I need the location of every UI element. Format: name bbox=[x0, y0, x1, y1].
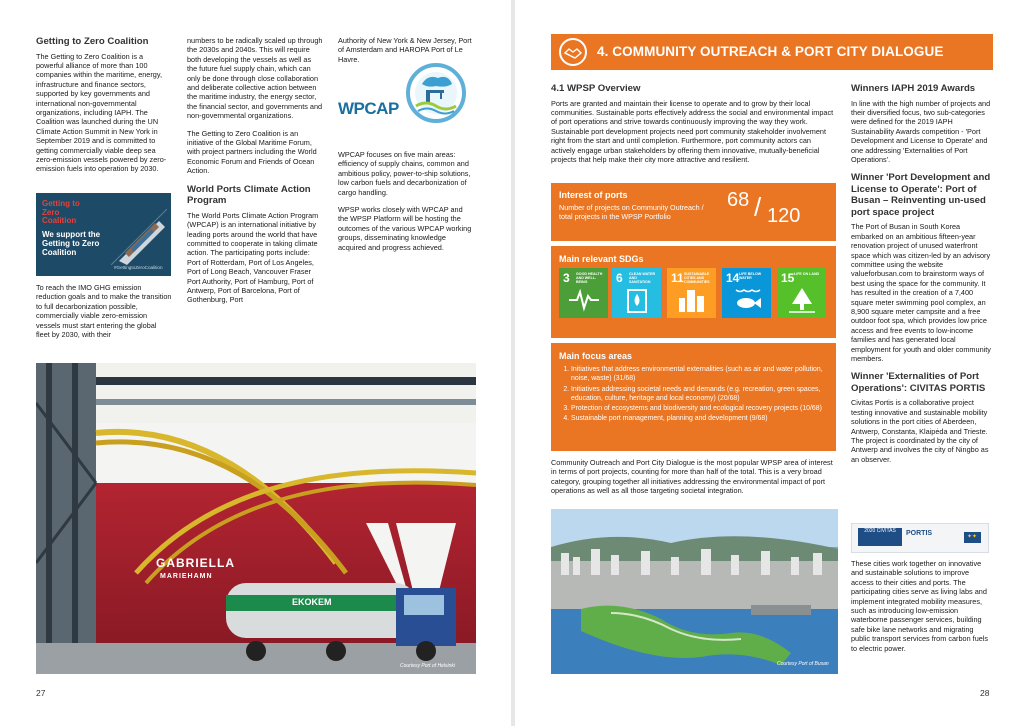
sdg-label: CLEAN WATER AND SANITATION bbox=[629, 272, 656, 285]
getting-to-zero-heading: Getting to Zero Coalition bbox=[36, 36, 149, 47]
ship-port-text: MARIEHAMN bbox=[160, 573, 213, 580]
civitas-logo: 2020 CIVITAS bbox=[858, 528, 902, 546]
truck-brand-text: EKOKEM bbox=[292, 597, 332, 607]
busan-city-illustration bbox=[551, 509, 838, 674]
awards-sidebar bbox=[851, 83, 991, 472]
focus-areas-box bbox=[551, 343, 836, 451]
wpcap-logo bbox=[338, 58, 472, 150]
awards-heading: Winners IAPH 2019 Awards bbox=[851, 83, 976, 94]
overview-paragraph: Ports are granted and maintain their license to operate and to grow by their local communities. Sustainable ports effectively address the social and environmental impact of port operations and strive towards continuously improving the way they work. Sustainable port development projects need port community stakeholder involvement right from the start and until completion. Furthermore, port community actors can actively engage urban stakeholders by offering them innovative, mutually-beneficial projects that help make their city more attractive and resilient. bbox=[551, 98, 834, 164]
overview-heading: 4.1 WPSP Overview bbox=[551, 83, 641, 94]
left-column-1 bbox=[36, 36, 172, 182]
civitas-cities-paragraph: These cities work together on innovative and sustainable solutions to improve access to their cities and ports. The participating cities serve as living labs and implement integrated mobility measures, such as introducing low-emission waterborne passenger services, building safe bike lane networks and migrating public transport services from carbon fuels to electric power. bbox=[851, 559, 989, 653]
wpcap-intro-paragraph: The World Ports Climate Action Program (WPCAP) is an international initiative by leading ports around the world that have committed to cooperate in taking climate action. The participating ports include: Port of Rotterdam, Port of Los Angeles, Port of Long Beach, Vancouver Fraser Port Authority, Port of Hamburg, Port of Antwerp, Port of Barcelona, Port of Gothenburg, Port bbox=[187, 210, 319, 305]
getting-to-zero-intro: The Getting to Zero Coalition is a powerful alliance of more than 100 companies within the maritime, energy, infrastructure and finance sectors, supported by key governments and international non-governmental organizations, including IAPH. The Coalition was launched during the UN Climate Action Summit in New York in September 2019 and is committed to getting commercially viable deep sea zero-emission vessels powered by zero-emission fuels into operation by 2030. bbox=[36, 51, 167, 174]
civitas-continued bbox=[851, 559, 991, 661]
sdg-number: 14 bbox=[726, 271, 740, 285]
list-item: 3. Protection of ecosystems and biodiversity and ecological recovery projects (10/68) bbox=[571, 404, 833, 413]
civitas-paragraph: Civitas Portis is a collaborative project testing innovative and sustainable mobility solutions in the port cities of Aberdeen, Antwerp, Constanta, Klaipėda and Trieste. The project is coordinated by the city of Antwerp and involves the city of Ningbo as an observer. bbox=[851, 398, 989, 464]
wpcap-focus-paragraph: WPCAP focuses on five main areas: efficiency of supply chains, common and ambitious policy, power-to-ship solutions, low carbon fuels and decarbonization of cargo handling. bbox=[338, 150, 471, 197]
interest-value: 68 bbox=[727, 189, 750, 211]
left-column-3-continued bbox=[338, 150, 474, 260]
list-item: 2. Initiatives addressing societal needs and demands (e.g. recreation, green spaces, education, culture, heritage and local economy) (20/68) bbox=[571, 385, 833, 404]
imo-ghg-paragraph: To reach the IMO GHG emission reduction goals and to make the transition to full decarbonization possible, commercially viable zero-emission vessels must start entering the global fleet by 2030, with their bbox=[36, 283, 172, 340]
overview-section bbox=[551, 83, 836, 172]
chapter-header bbox=[551, 34, 993, 70]
sdg-label: SUSTAINABLE CITIES AND COMMUNITIES bbox=[684, 272, 710, 285]
list-item: 4. Sustainable port management, planning and development (9/68) bbox=[571, 414, 833, 423]
sdg-number: 11 bbox=[671, 271, 684, 285]
sdg-number: 3 bbox=[563, 271, 570, 285]
portis-logo-text: PORTIS bbox=[906, 530, 933, 537]
sdg-label: LIFE BELOW WATER bbox=[739, 272, 762, 281]
heartbeat-icon bbox=[569, 286, 599, 312]
sdg-tile-11 bbox=[667, 268, 716, 318]
banner-support-text: We support the Getting to Zero Coalition bbox=[42, 230, 101, 257]
summary-paragraph: Community Outreach and Port City Dialogue is the most popular WPSP area of interest in terms of port projects, counting for more than half of the total. This is a very broad category, grouping together all initiatives addressing the environmental impact of port operations as well as all those targeting societal integration. bbox=[551, 458, 833, 496]
sdg-number: 15 bbox=[781, 271, 795, 285]
wpsp-wpcap-paragraph: WPSP works closely with WPCAP and the WPSP Platform will be hosting the outcomes of the various WPCAP working groups, disseminating knowledge acquired and progress achieved. bbox=[338, 205, 472, 252]
sdg-number: 6 bbox=[616, 271, 623, 285]
focus-title: Main focus areas bbox=[559, 351, 633, 361]
left-column-1-continued bbox=[36, 283, 172, 347]
city-icon bbox=[677, 286, 707, 314]
interest-of-ports-box bbox=[551, 183, 836, 241]
page-gutter bbox=[511, 0, 515, 726]
eu-flag-icon: ✦✦ bbox=[964, 532, 981, 543]
ports-list-paragraph: Authority of New York & New Jersey, Port of Amsterdam and HAROPA Port of Le Havre. bbox=[338, 36, 472, 64]
busan-paragraph: The Port of Busan in South Korea embarked on an ambitious fifteen-year renovation project of unused waterfront space which was citizen-led by an advisory committee using the website valueforbusan.com to brainstorm ways of best using the space for the community. It has resulted in the creation of a 7,400 square meter swimming pool complex, an 8,900 square meter campsite and a free outdoor foot spa, which provides low price access and free events to low-income families and has generated local employment for youth and older community members. bbox=[851, 222, 991, 364]
tree-icon bbox=[787, 286, 817, 314]
list-item: 1. Initiatives that address environmental externalities (such as air and water pollution, noise, waste) (31/68) bbox=[571, 365, 833, 384]
interest-title: Interest of ports bbox=[559, 190, 628, 200]
left-column-2 bbox=[187, 36, 323, 313]
sdg-title: Main relevant SDGs bbox=[559, 254, 644, 264]
busan-winner-heading: Winner 'Port Development and License to Operate': Port of Busan – Reinventing un-used port space project bbox=[851, 172, 991, 218]
page-number-right: 28 bbox=[980, 688, 990, 698]
global-maritime-forum-paragraph: The Getting to Zero Coalition is an initiative of the Global Maritime Forum, with project partners including the World Economic Forum and Friends of Ocean Action. bbox=[187, 128, 317, 176]
focus-list bbox=[559, 365, 833, 425]
ship-name-text: GABRIELLA bbox=[156, 556, 235, 570]
sdg-tile-14 bbox=[722, 268, 771, 318]
sdg-tile-15 bbox=[777, 268, 826, 318]
water-drop-icon bbox=[622, 286, 652, 314]
chapter-title: 4. COMMUNITY OUTREACH & PORT CITY DIALOGUE bbox=[597, 44, 944, 59]
ship-bunkering-photo bbox=[36, 363, 476, 674]
awards-intro: In line with the high number of projects and their diversified focus, two sub-categories were defined for the 2019 IAPH Sustainability Awards competition - 'Port Development and License to Operate' and one addressing 'Externalities of Port Operations'. bbox=[851, 98, 991, 164]
container-ship-icon bbox=[111, 201, 167, 265]
photo-credit-busan: Courtesy Port of Busan bbox=[777, 661, 829, 667]
sdg-label: GOOD HEALTH AND WELL-BEING bbox=[576, 272, 603, 285]
interest-total: 120 bbox=[767, 205, 801, 227]
interest-label: Number of projects on Community Outreach / total projects in the WPSP Portfolio bbox=[559, 203, 704, 222]
wpcap-logo-text: WPCAP bbox=[338, 99, 399, 118]
wpcap-heading: World Ports Climate Action Program bbox=[187, 183, 311, 207]
ship-photo-illustration bbox=[36, 363, 476, 674]
banner-hashtag: #GettingtoZeroCoalition bbox=[114, 265, 163, 270]
fish-icon bbox=[732, 286, 762, 314]
sdg-label: LIFE ON LAND bbox=[794, 272, 820, 276]
busan-aerial-photo bbox=[551, 509, 838, 674]
getting-to-zero-banner bbox=[36, 193, 171, 276]
civitas-portis-logo bbox=[851, 523, 989, 553]
sdg-tile-3 bbox=[559, 268, 608, 318]
sdg-tile-6 bbox=[612, 268, 661, 318]
scaling-paragraph: numbers to be radically scaled up through the 2030s and 2040s. This will require both developing the vessels as well as the future fuel supply chain, which can only be done through close collaboration and deliberate collective action between the maritime industry, the energy sector, the financial sector, and governments and non-governmental organizations. bbox=[187, 36, 323, 121]
interest-slash: / bbox=[754, 192, 762, 222]
page-number-left: 27 bbox=[36, 688, 46, 698]
handshake-icon bbox=[559, 38, 587, 66]
banner-title: Getting to Zero Coalition bbox=[42, 199, 80, 225]
wpcap-emblem-icon bbox=[402, 58, 470, 128]
summary-section bbox=[551, 458, 836, 504]
civitas-winner-heading: Winner 'Externalities of Port Operations': CIVITAS PORTIS bbox=[851, 371, 986, 394]
photo-credit-helsinki: Courtesy Port of Helsinki bbox=[400, 663, 456, 669]
